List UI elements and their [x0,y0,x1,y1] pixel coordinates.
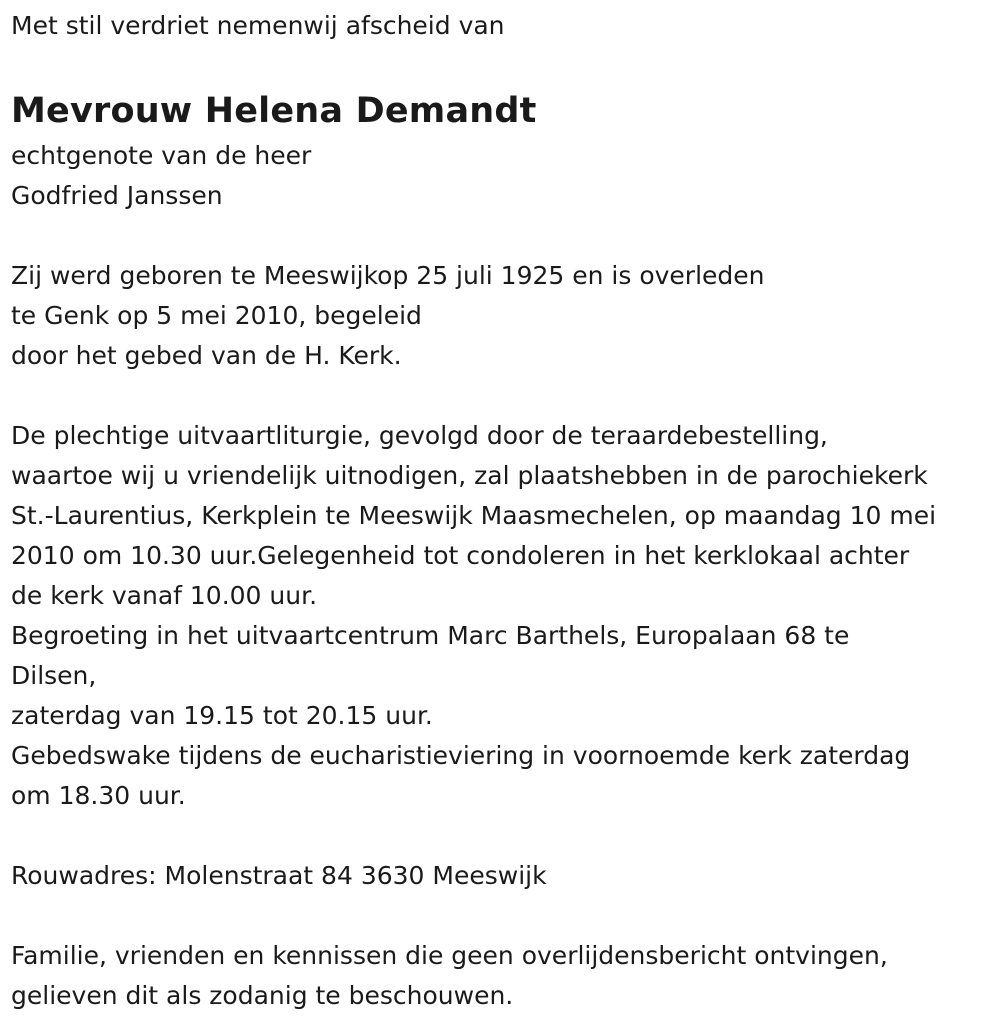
intro-text: Met stil verdriet nemenwij afscheid van [11,11,505,40]
paragraph-line: Zij werd geboren te Meeswijkop 25 juli 1925 en is overleden [11,261,765,290]
paragraph-line: Gebedswake tijdens de eucharistieviering in voornoemde kerk zaterdag [11,741,911,770]
paragraph-line: Begroeting in het uitvaartcentrum Marc Barthels, Europalaan 68 te [11,621,850,650]
paragraph-line: Dilsen, [11,661,97,690]
paragraph-line: St.-Laurentius, Kerkplein te Meeswijk Maasmechelen, op maandag 10 mei [11,501,937,530]
birth-death-paragraph [11,256,1000,376]
paragraph-line: zaterdag van 19.15 tot 20.15 uur. [11,701,433,730]
spouse-line-1: echtgenote van de heer [11,141,312,170]
paragraph-line: door het gebed van de H. Kerk. [11,341,402,370]
spacer [11,896,1000,936]
paragraph-line: waartoe wij u vriendelijk uitnodigen, zal plaatshebben in de parochiekerk [11,461,928,490]
paragraph-line: om 18.30 uur. [11,781,186,810]
deceased-name: Mevrouw Helena Demandt [11,91,537,131]
spacer [11,376,1000,416]
paragraph-line: de kerk vanaf 10.00 uur. [11,581,318,610]
paragraph-line: Familie, vrienden en kennissen die geen overlijdensbericht ontvingen, [11,941,888,970]
spacer [11,216,1000,256]
spacer [11,816,1000,856]
spacer [11,46,1000,86]
paragraph-line: 2010 om 10.30 uur.Gelegenheid tot condoleren in het kerklokaal achter [11,541,910,570]
paragraph-line: De plechtige uitvaartliturgie, gevolgd door de teraardebestelling, [11,421,828,450]
funeral-paragraph [11,416,1000,816]
paragraph-line: gelieven dit als zodanig te beschouwen. [11,981,514,1010]
closing-paragraph [11,936,1000,1016]
paragraph-line: te Genk op 5 mei 2010, begeleid [11,301,422,330]
mourning-address: Rouwadres: Molenstraat 84 3630 Meeswijk [11,861,547,890]
spouse-line-2: Godfried Janssen [11,181,223,210]
